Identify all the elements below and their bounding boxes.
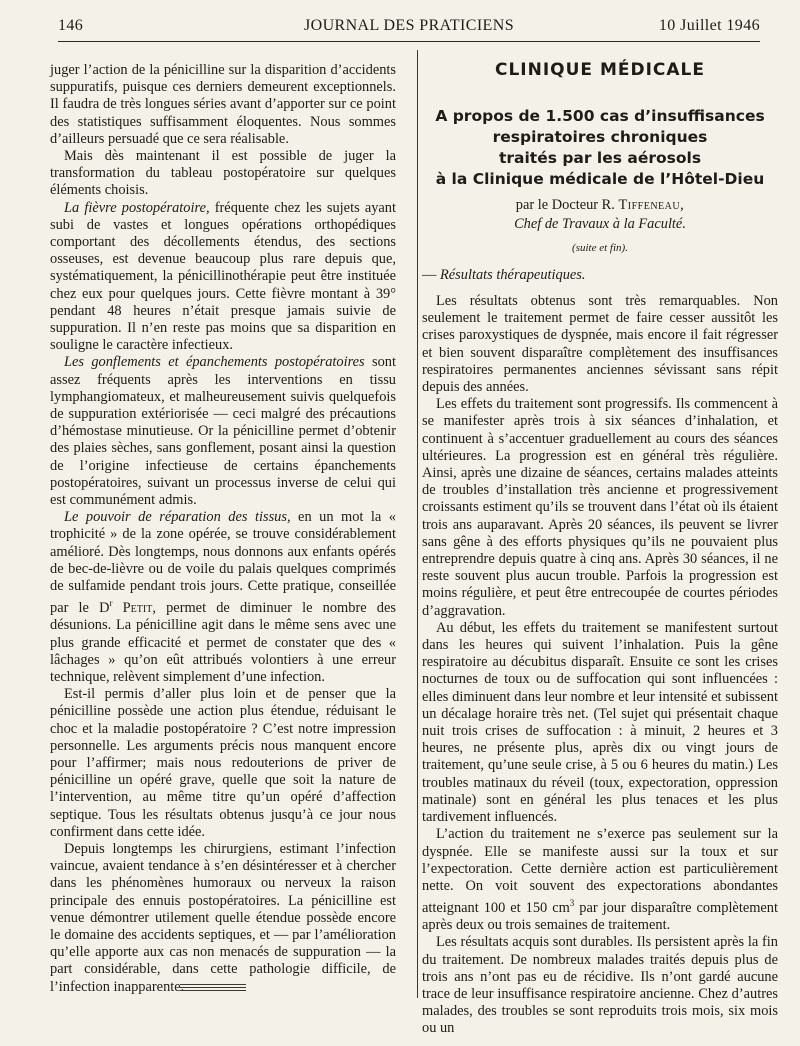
paragraph: Les effets du traitement sont progressifs. Ils commencent à se manifester après trois à six séances d’inhalation, et continuent à s’accentuer graduellement au cours des séances ultérieures. La progression est en général très régulière. Ainsi, après une dizaine de séances, certains malades atteints de troubles d’installation très ancienne et progressivement croissants estiment qu’ils se trouvent dans l’état où ils étaient trois ans auparavant. Après 20 séances, ils peuvent se livrer sans gêne à des efforts physiques qu’ils ne pouvaient plus entreprendre depuis quatre à cinq ans. Après 30 séances, il ne reste souvent plus aucun trouble. Parfois la progression est moins régulière, et peut être entrecoupée de courtes périodes d’aggravation. <box>422 396 778 619</box>
paragraph-text: , permet de diminuer le nombre des désunions. La pénicilline agit dans le même sens avec une plus grande efficacité et permet de constater que des « lâchages » qu’on eût attribués volontiers à une erreur technique, relèvent simplement d’une infection. <box>50 600 396 685</box>
author-prefix: par le Docteur R. <box>515 197 619 213</box>
paragraph: Depuis longtemps les chirurgiens, estimant l’infection vaincue, avaient tendance à s’en désintéresser et à chercher dans les phénomènes humoraux ou nerveux la raison principale des ennuis postopératoires. La pénicilline est venue démontrer utilement quelle étendue possède encore le domaine des accidents septiques, et — par l’amélioration qu’elle apporte aux cas non menacés de suppuration — la part considérable, dans cette pathologie difficile, de l’infection inapparente. <box>50 840 396 995</box>
paragraph: Au début, les effets du traitement se manifestent surtout dans les heures qui suivent l’inhalation. Puis la gêne respiratoire au décubitus disparaît. Ensuite ce sont les crises nocturnes de toux ou de suffocation qui sont influencées : elles diminuent dans leur nombre et leur intensité et subissent un décalage horaire très net. (Tel sujet qui présentait chaque nuit trois crises de suffocation : à minuit, 2 heures et 3 heures, ne présente plus, après dix ou vingt jours de traitement, qu’une seule crise, à 5 ou 6 heures du matin.) Les troubles matinaux du réveil (toux, expectoration, oppression matinale) sont en général les plus tenaces et les plus tardivement influencés. <box>422 619 778 826</box>
paragraph-text: en un mot la « trophicité » de la zone opérée, se trouve considérablement amélioré. Dès longtemps, nous donnons aux enfants opérés de bec-de-lièvre ou de voile du palais quelques comprimés de sulfamide pendant trois jours. Cette pratique, conseillée par le D <box>50 509 396 617</box>
author-function: Chef de Travaux à la Faculté. <box>514 216 686 232</box>
paragraph <box>50 354 396 509</box>
title-line: à la Clinique médicale de l’Hôtel-Dieu <box>435 170 765 188</box>
article-title <box>422 106 778 190</box>
paragraph <box>50 200 396 355</box>
title-line: A propos de 1.500 cas d’insuffisances <box>435 107 765 125</box>
paragraph: Est-il permis d’aller plus loin et de penser que la pénicilline possède une action plus étendue, réduisant le choc et la maladie postopératoire ? C’est notre impression personnelle. Les arguments précis nous manquent encore pour l’affirmer; mais nous redouterions de priver de pénicilline un opéré grave, quelle que soit la nature de l’intervention, au même titre qu’un opéré d’affection septique. Tous les résultats obtenus jusqu’à ce jour nous confirment dans cette idée. <box>50 686 396 840</box>
title-line: traités par les aérosols <box>498 149 702 167</box>
paragraph-label: Le pouvoir de réparation des tissus, <box>64 509 291 526</box>
paragraph-text: par jour disparaître complètement après deux ou trois semaines de traitement. <box>422 899 778 934</box>
paragraph-text: L’action du traitement ne s’exerce pas seulement sur la dyspnée. Elle se manifeste aussi sur la toux et sur l’expectoration. Cette dernière action est particulièrement nette. On voit souvent des expectorations abondantes atteignant 100 et 150 cm <box>422 826 778 916</box>
paragraph-text: fréquente chez les sujets ayant subi de vastes et longues opérations orthopédiques comportant des décollements étendus, des sections osseuses, est devenue beaucoup plus rare depuis que, systématiquement, la pénicillinothérapie peut être instituée chez eux pour quelques jours. Cette fièvre montant à 39° pendant 48 heures n’était presque jamais suivie de suppuration. Il n’en reste pas moins que sa disparition en souligne le caractère infectieux. <box>50 199 396 354</box>
superscript: r <box>109 598 113 609</box>
continuation-note: (suite et fin). <box>572 242 628 254</box>
header-rule <box>58 41 760 42</box>
journal-title: JOURNAL DES PRATICIENS <box>303 17 514 34</box>
column-divider <box>417 50 418 998</box>
person-name: Petit <box>122 600 153 617</box>
subheading <box>422 267 586 284</box>
paragraph: Mais dès maintenant il est possible de juger la transformation du tableau postopératoire sur quelques éléments choisis. <box>50 148 396 199</box>
paragraph-label: La fièvre postopératoire, <box>64 199 210 216</box>
paragraph-text: sont assez fréquents après les interventions en tissu lymphangiomateux, et malheureusement suivis quelquefois de suppuration extériorisée — ceci malgré des précautions d’hémostase minutieuse. Or la pénicilline permet d’obtenir des plaies sèches, sans gonflement, posant ainsi la question de l’origine infectieuse de certains épanchements postopératoires, suivant un processus inverse de celui qui est communément admis. <box>50 354 396 509</box>
author-name: Tiffeneau, <box>618 197 685 213</box>
paragraph: Les résultats obtenus sont très remarquables. Non seulement le traitement permet de faire cesser aussitôt les crises paroxystiques de dyspnée, mais encore il fait régresser et bien souvent disparaître complètement des insuffisances respiratoires permanentes anciennes sévissant sans répit depuis des années. <box>422 293 778 396</box>
article-body <box>422 293 778 1038</box>
paragraph: juger l’action de la pénicilline sur la disparition d’accidents suppuratifs, puisque ces derniers demeurent exceptionnels. Il faudra de très longues séries avant d’apporter sur ce point des statistiques suffisamment éloquentes. Nous sommes d’ailleurs persuadé que ce sera réalisable. <box>50 62 396 147</box>
subheading-dash: — <box>422 267 440 283</box>
left-column <box>50 62 396 996</box>
paragraph <box>50 509 396 686</box>
running-header <box>58 17 760 39</box>
issue-date: 10 Juillet 1946 <box>658 17 760 34</box>
superscript: 3 <box>569 898 575 909</box>
page-number: 146 <box>58 17 84 34</box>
section-rubric: CLINIQUE MÉDICALE <box>494 60 706 80</box>
subheading-text: Résultats thérapeutiques. <box>440 267 586 283</box>
paragraph <box>422 826 778 934</box>
end-ornament <box>180 984 246 993</box>
byline <box>422 196 778 258</box>
paragraph-label: Les gonflements et épanchements postopératoires <box>64 354 365 371</box>
title-line: respiratoires chroniques <box>492 128 708 146</box>
paragraph: Les résultats acquis sont durables. Ils persistent après la fin du traitement. De nombreux malades traités depuis plus de trois ans n’ont pas eu de récidive. Ils n’ont gardé aucune trace de leur insuffisance respiratoire ancienne. Chez d’autres malades, des troubles se sont reproduits trois mois, six mois ou un <box>422 934 778 1037</box>
